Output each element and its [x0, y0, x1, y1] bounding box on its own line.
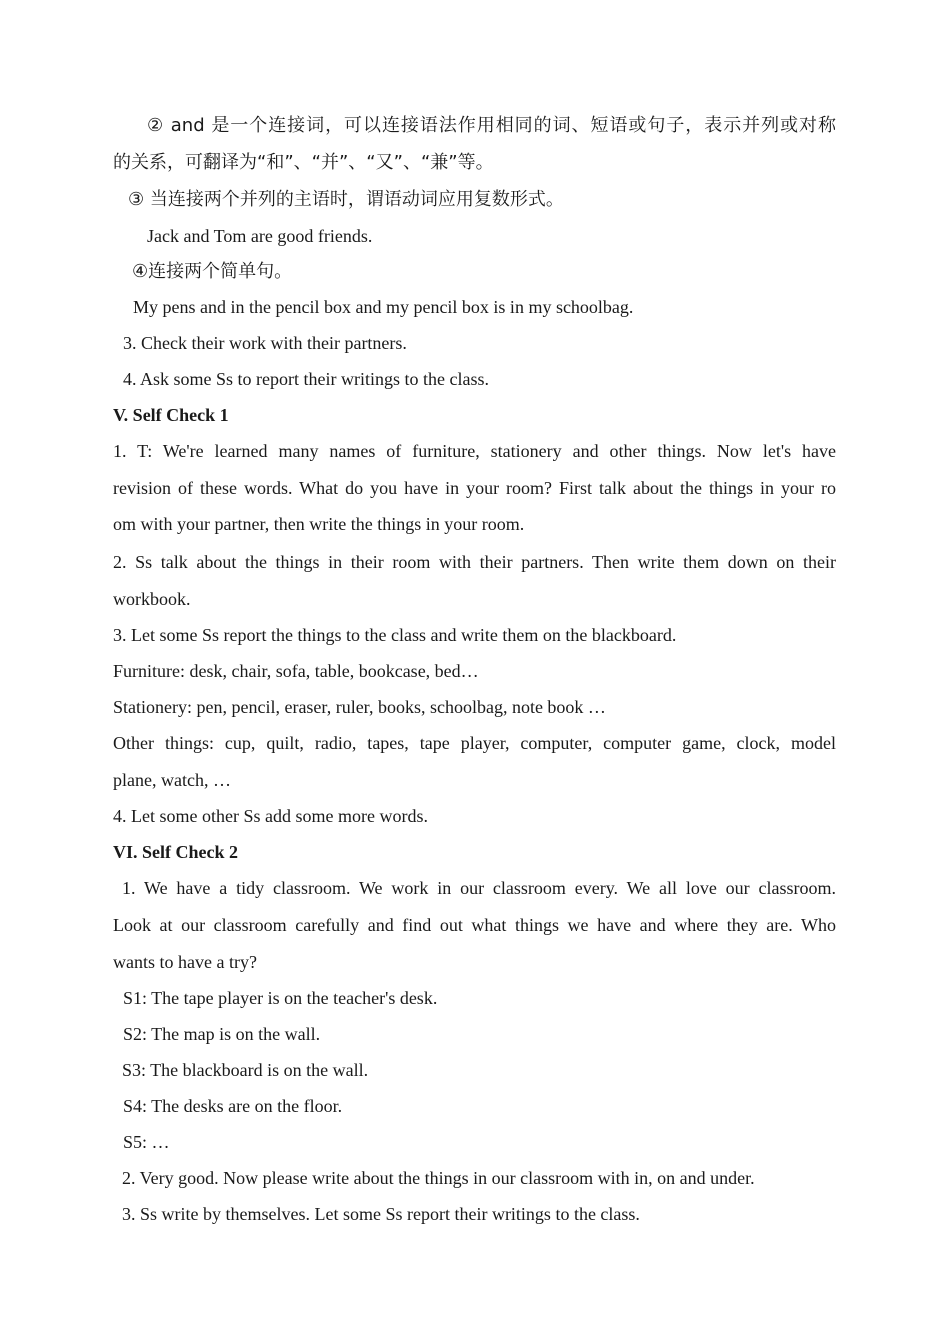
- self-check-1-step-1-line-3: om with your partner, then write the things in your room.: [113, 514, 525, 534]
- word-list-other-things-line-1: Other things: cup, quilt, radio, tapes, tape player, computer, computer game, clock, model: [113, 733, 836, 753]
- word-list-other-things-line-2: plane, watch, …: [113, 770, 231, 790]
- student-answer-s3: S3: The blackboard is on the wall.: [122, 1060, 369, 1080]
- step-report-writings: 4. Ask some Ss to report their writings to the class.: [123, 369, 489, 389]
- paragraph-and-definition: ② and 是一个连接词，可以连接语法作用相同的词、短语或句子，表示并列或对称: [147, 115, 836, 136]
- example-sentence-1: Jack and Tom are good friends.: [147, 226, 373, 246]
- self-check-2-step-3: 3. Ss write by themselves. Let some Ss report their writings to the class.: [122, 1204, 640, 1224]
- self-check-2-step-1-line-1: 1. We have a tidy classroom. We work in our classroom every. We all love our classroom.: [122, 878, 836, 898]
- student-answer-s4: S4: The desks are on the floor.: [123, 1096, 343, 1116]
- student-answer-s1: S1: The tape player is on the teacher's desk.: [123, 988, 438, 1008]
- section-heading-self-check-1: V. Self Check 1: [113, 405, 229, 425]
- self-check-1-step-1-line-2: revision of these words. What do you have in your room? First talk about the things in your ro: [113, 478, 836, 498]
- rule-plural-verb: ③ 当连接两个并列的主语时，谓语动词应用复数形式。: [128, 189, 564, 210]
- self-check-2-step-2: 2. Very good. Now please write about the things in our classroom with in, on and under.: [122, 1168, 755, 1188]
- self-check-1-step-2-line-1: 2. Ss talk about the things in their room with their partners. Then write them down on their: [113, 552, 836, 572]
- step-check-work: 3. Check their work with their partners.: [123, 333, 407, 353]
- example-sentence-2: My pens and in the pencil box and my pencil box is in my schoolbag.: [133, 297, 634, 317]
- word-list-stationery: Stationery: pen, pencil, eraser, ruler, books, schoolbag, note book …: [113, 697, 606, 717]
- word-list-furniture: Furniture: desk, chair, sofa, table, bookcase, bed…: [113, 661, 479, 681]
- section-heading-self-check-2: VI. Self Check 2: [113, 842, 238, 862]
- self-check-1-step-4: 4. Let some other Ss add some more words.: [113, 806, 428, 826]
- self-check-2-step-1-line-3: wants to have a try?: [113, 952, 257, 972]
- paragraph-and-translation: 的关系，可翻译为“和”、“并”、“又”、“兼”等。: [113, 152, 494, 173]
- self-check-1-step-3: 3. Let some Ss report the things to the class and write them on the blackboard.: [113, 625, 677, 645]
- student-answer-s5: S5: …: [123, 1132, 170, 1152]
- student-answer-s2: S2: The map is on the wall.: [123, 1024, 321, 1044]
- rule-join-sentences: ④连接两个简单句。: [132, 261, 293, 282]
- self-check-1-step-1-line-1: 1. T: We're learned many names of furniture, stationery and other things. Now let's have: [113, 441, 836, 461]
- self-check-2-step-1-line-2: Look at our classroom carefully and find out what things we have and where they are. Who: [113, 915, 836, 935]
- self-check-1-step-2-line-2: workbook.: [113, 589, 191, 609]
